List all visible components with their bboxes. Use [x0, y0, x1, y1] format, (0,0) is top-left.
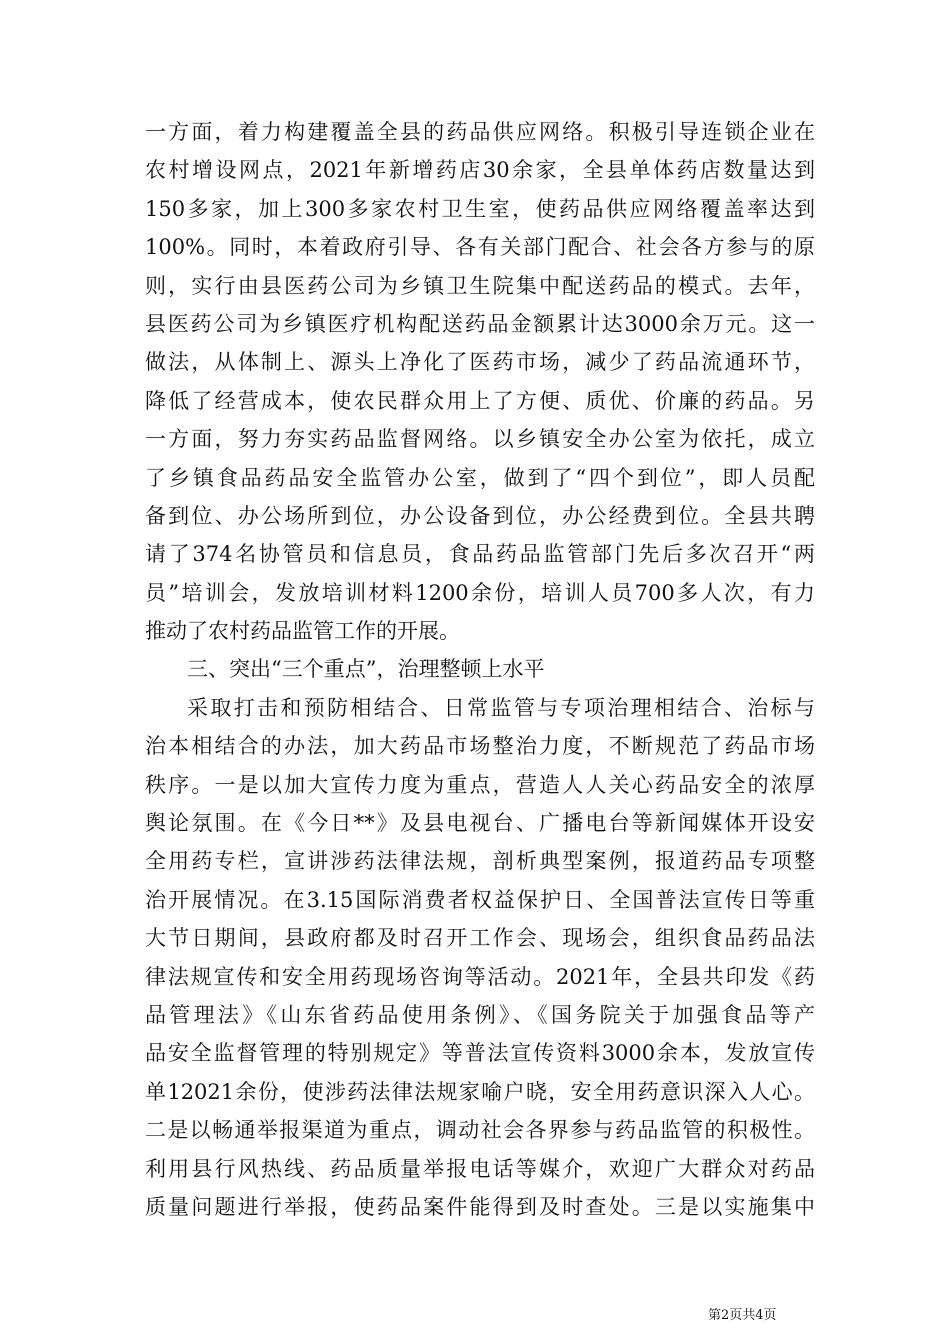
- text-line: 单12021余份，使涉药法律法规家喻户晓，安全用药意识深入人心。: [145, 1079, 815, 1104]
- section-heading: 三、突出“三个重点”，治理整顿上水平: [187, 657, 545, 682]
- text-line: 推动了农村药品监管工作的开展。: [145, 619, 460, 644]
- document-body: [145, 113, 815, 1226]
- text-line: 县医药公司为乡镇医疗机构配送药品金额累计达3000余万元。这一: [145, 311, 815, 336]
- text-line: 一方面，努力夯实药品监督网络。以乡镇安全办公室为依托，成立: [145, 427, 815, 452]
- text-line: 品管理法》《山东省药品使用条例》、《国务院关于加强食品等产: [145, 1002, 815, 1027]
- text-line: 利用县行风热线、药品质量举报电话等媒介，欢迎广大群众对药品: [145, 1156, 815, 1181]
- text-line: 则，实行由县医药公司为乡镇卫生院集中配送药品的模式。去年，: [145, 273, 815, 298]
- text-line: 二是以畅通举报渠道为重点，调动社会各界参与药品监管的积极性。: [145, 1118, 815, 1143]
- text-line: 舆论氛围。在《今日**》及县电视台、广播电台等新闻媒体开设安: [145, 811, 815, 836]
- text-line: 治开展情况。在3.15国际消费者权益保护日、全国普法宣传日等重: [145, 887, 815, 912]
- text-line: 了乡镇食品药品安全监管办公室，做到了“四个到位”，即人员配: [145, 465, 815, 490]
- text-line: 备到位、办公场所到位，办公设备到位，办公经费到位。全县共聘: [145, 503, 815, 528]
- text-line: 请了374名协管员和信息员，食品药品监管部门先后多次召开“两: [145, 542, 815, 567]
- text-line: 全用药专栏，宣讲涉药法律法规，剖析典型案例，报道药品专项整: [145, 849, 815, 874]
- text-line: 大节日期间，县政府都及时召开工作会、现场会，组织食品药品法: [145, 926, 815, 951]
- text-line: 150多家，加上300多家农村卫生室，使药品供应网络覆盖率达到: [145, 196, 815, 221]
- text-line: 质量问题进行举报，使药品案件能得到及时查处。三是以实施集中: [145, 1194, 815, 1219]
- text-line: 秩序。一是以加大宣传力度为重点，营造人人关心药品安全的浓厚: [145, 772, 815, 797]
- text-line: 一方面，着力构建覆盖全县的药品供应网络。积极引导连锁企业在: [145, 120, 815, 144]
- text-line: 100%。同时，本着政府引导、各有关部门配合、社会各方参与的原: [145, 235, 815, 260]
- text-line: 降低了经营成本，使农民群众用上了方便、质优、价廉的药品。另: [145, 388, 815, 413]
- text-line: 律法规宣传和安全用药现场咨询等活动。2021年，全县共印发《药: [145, 964, 815, 989]
- page-number: 第2页共4页: [708, 1308, 777, 1323]
- text-line: 员”培训会，发放培训材料1200余份，培训人员700多人次，有力: [145, 580, 815, 605]
- text-line: 治本相结合的办法，加大药品市场整治力度，不断规范了药品市场: [145, 734, 815, 759]
- text-line: 品安全监督管理的特别规定》等普法宣传资料3000余本，发放宣传: [145, 1041, 815, 1066]
- text-line: 做法，从体制上、源头上净化了医药市场，减少了药品流通环节，: [145, 350, 815, 375]
- text-line: 农村增设网点，2021年新增药店30余家，全县单体药店数量达到: [145, 158, 815, 183]
- text-line: 采取打击和预防相结合、日常监管与专项治理相结合、治标与: [187, 695, 815, 720]
